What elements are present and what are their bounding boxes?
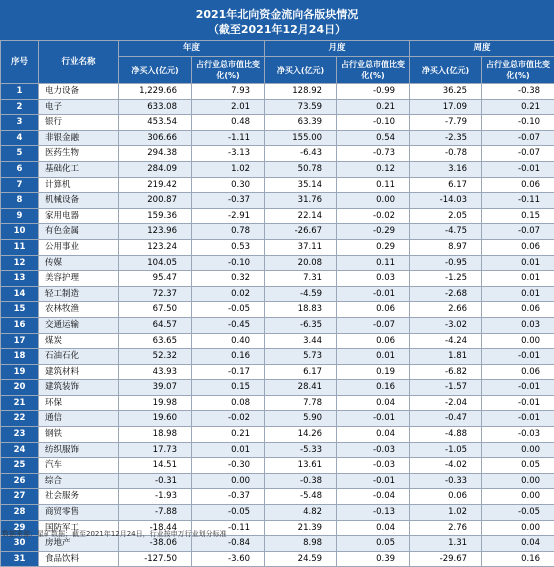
- month-net-buy: 8.98: [265, 536, 337, 552]
- row-index: 14: [1, 286, 39, 302]
- week-net-buy: 0.06: [410, 489, 482, 505]
- week-net-buy: -4.75: [410, 224, 482, 240]
- table-row: [1, 442, 554, 458]
- week-net-buy: 8.97: [410, 239, 482, 255]
- row-index: 13: [1, 271, 39, 287]
- row-index: 23: [1, 427, 39, 443]
- month-net-buy: 5.73: [265, 349, 337, 365]
- year-share-change: 0.15: [192, 380, 265, 396]
- week-share-change: 0.15: [482, 208, 554, 224]
- industry-name: 国防军工: [39, 520, 119, 536]
- week-net-buy: -0.78: [410, 146, 482, 162]
- week-share-change: -0.38: [482, 84, 554, 100]
- month-share-change: 0.11: [337, 177, 410, 193]
- industry-name: 有色金属: [39, 224, 119, 240]
- industry-name: 煤炭: [39, 333, 119, 349]
- table-row: [1, 130, 554, 146]
- week-share-change: -0.07: [482, 130, 554, 146]
- industry-name: 综合: [39, 473, 119, 489]
- month-net-buy: -5.33: [265, 442, 337, 458]
- week-net-buy: -4.02: [410, 458, 482, 474]
- header-group-week: 周度: [410, 41, 554, 57]
- week-share-change: 0.00: [482, 442, 554, 458]
- week-share-change: -0.05: [482, 505, 554, 521]
- year-net-buy: -127.50: [119, 551, 192, 567]
- week-net-buy: -29.67: [410, 551, 482, 567]
- row-index: 27: [1, 489, 39, 505]
- year-net-buy: 294.38: [119, 146, 192, 162]
- year-net-buy: 633.08: [119, 99, 192, 115]
- industry-name: 银行: [39, 115, 119, 131]
- month-share-change: -0.07: [337, 317, 410, 333]
- year-share-change: 0.00: [192, 473, 265, 489]
- month-net-buy: 128.92: [265, 84, 337, 100]
- table-row: [1, 193, 554, 209]
- industry-name: 基础化工: [39, 161, 119, 177]
- header-week-change: 占行业总市值比变化(%): [482, 57, 554, 84]
- month-share-change: 0.03: [337, 271, 410, 287]
- month-net-buy: -6.43: [265, 146, 337, 162]
- year-share-change: -2.91: [192, 208, 265, 224]
- row-index: 20: [1, 380, 39, 396]
- year-net-buy: -7.88: [119, 505, 192, 521]
- week-share-change: 0.00: [482, 520, 554, 536]
- row-index: 18: [1, 349, 39, 365]
- month-net-buy: -0.38: [265, 473, 337, 489]
- table-row: [1, 489, 554, 505]
- week-share-change: 0.16: [482, 551, 554, 567]
- table-row: [1, 115, 554, 131]
- week-net-buy: -2.35: [410, 130, 482, 146]
- table-row: [1, 146, 554, 162]
- year-net-buy: 17.73: [119, 442, 192, 458]
- table-row: [1, 349, 554, 365]
- month-share-change: 0.04: [337, 427, 410, 443]
- week-share-change: -0.11: [482, 193, 554, 209]
- month-net-buy: 21.39: [265, 520, 337, 536]
- month-net-buy: 7.31: [265, 271, 337, 287]
- week-share-change: 0.21: [482, 99, 554, 115]
- source-footnote: 数据来源：星矿数据；截至2021年12月24日，行业按申万行业划分标准: [2, 529, 227, 539]
- table-row: [1, 255, 554, 271]
- table-row: [1, 364, 554, 380]
- industry-name: 纺织服饰: [39, 442, 119, 458]
- month-share-change: 0.19: [337, 364, 410, 380]
- month-net-buy: 28.41: [265, 380, 337, 396]
- week-net-buy: -7.79: [410, 115, 482, 131]
- table-row: [1, 271, 554, 287]
- month-share-change: 0.16: [337, 380, 410, 396]
- month-net-buy: 3.44: [265, 333, 337, 349]
- month-share-change: 0.05: [337, 536, 410, 552]
- row-index: 2: [1, 99, 39, 115]
- month-share-change: 0.06: [337, 302, 410, 318]
- table-row: [1, 208, 554, 224]
- year-share-change: 0.30: [192, 177, 265, 193]
- table-row: [1, 239, 554, 255]
- industry-name: 非银金融: [39, 130, 119, 146]
- year-share-change: 1.02: [192, 161, 265, 177]
- year-share-change: -0.10: [192, 255, 265, 271]
- industry-name: 建筑装饰: [39, 380, 119, 396]
- week-net-buy: -3.02: [410, 317, 482, 333]
- week-net-buy: -2.04: [410, 395, 482, 411]
- year-share-change: 0.53: [192, 239, 265, 255]
- week-share-change: 0.06: [482, 302, 554, 318]
- industry-name: 钢铁: [39, 427, 119, 443]
- month-share-change: 0.04: [337, 395, 410, 411]
- month-share-change: -0.01: [337, 286, 410, 302]
- week-share-change: 0.06: [482, 239, 554, 255]
- week-net-buy: 1.02: [410, 505, 482, 521]
- row-index: 11: [1, 239, 39, 255]
- row-index: 7: [1, 177, 39, 193]
- table-row: [1, 380, 554, 396]
- week-share-change: 0.00: [482, 333, 554, 349]
- table-row: [1, 505, 554, 521]
- month-share-change: -0.01: [337, 411, 410, 427]
- industry-name: 轻工制造: [39, 286, 119, 302]
- year-net-buy: 200.87: [119, 193, 192, 209]
- table-row: [1, 84, 554, 100]
- row-index: 21: [1, 395, 39, 411]
- row-index: 28: [1, 505, 39, 521]
- year-share-change: -3.60: [192, 551, 265, 567]
- row-index: 29: [1, 520, 39, 536]
- table-row: [1, 427, 554, 443]
- year-share-change: -0.84: [192, 536, 265, 552]
- week-net-buy: -4.88: [410, 427, 482, 443]
- industry-name: 环保: [39, 395, 119, 411]
- industry-name: 传媒: [39, 255, 119, 271]
- year-net-buy: 18.98: [119, 427, 192, 443]
- table-row: [1, 161, 554, 177]
- month-share-change: -0.04: [337, 489, 410, 505]
- month-net-buy: 155.00: [265, 130, 337, 146]
- table-row: [1, 333, 554, 349]
- table-row: [1, 286, 554, 302]
- year-share-change: -0.37: [192, 489, 265, 505]
- industry-name: 机械设备: [39, 193, 119, 209]
- week-share-change: 0.03: [482, 317, 554, 333]
- year-net-buy: 19.60: [119, 411, 192, 427]
- week-net-buy: 1.31: [410, 536, 482, 552]
- year-net-buy: 95.47: [119, 271, 192, 287]
- year-net-buy: 306.66: [119, 130, 192, 146]
- page-subtitle: （截至2021年12月24日）: [0, 21, 554, 37]
- year-net-buy: 104.05: [119, 255, 192, 271]
- year-net-buy: 52.32: [119, 349, 192, 365]
- industry-name: 汽车: [39, 458, 119, 474]
- year-share-change: -0.17: [192, 364, 265, 380]
- table-row: [1, 551, 554, 567]
- year-share-change: 0.32: [192, 271, 265, 287]
- table-body: [1, 84, 554, 567]
- row-index: 31: [1, 551, 39, 567]
- month-share-change: -0.99: [337, 84, 410, 100]
- month-net-buy: 14.26: [265, 427, 337, 443]
- year-net-buy: 72.37: [119, 286, 192, 302]
- month-net-buy: -5.48: [265, 489, 337, 505]
- month-net-buy: -6.35: [265, 317, 337, 333]
- row-index: 17: [1, 333, 39, 349]
- week-net-buy: 6.17: [410, 177, 482, 193]
- year-share-change: 0.48: [192, 115, 265, 131]
- year-net-buy: 63.65: [119, 333, 192, 349]
- month-share-change: 0.06: [337, 333, 410, 349]
- month-net-buy: 37.11: [265, 239, 337, 255]
- week-net-buy: 2.66: [410, 302, 482, 318]
- month-share-change: 0.54: [337, 130, 410, 146]
- month-net-buy: 13.61: [265, 458, 337, 474]
- week-share-change: 0.06: [482, 177, 554, 193]
- week-share-change: -0.01: [482, 395, 554, 411]
- week-share-change: 0.00: [482, 473, 554, 489]
- industry-name: 建筑材料: [39, 364, 119, 380]
- industry-name: 房地产: [39, 536, 119, 552]
- year-share-change: 7.93: [192, 84, 265, 100]
- month-net-buy: 73.59: [265, 99, 337, 115]
- year-net-buy: 1,229.66: [119, 84, 192, 100]
- header-week-net: 净买入(亿元): [410, 57, 482, 84]
- year-share-change: 0.21: [192, 427, 265, 443]
- month-share-change: 0.12: [337, 161, 410, 177]
- table-row: [1, 473, 554, 489]
- row-index: 5: [1, 146, 39, 162]
- month-net-buy: 35.14: [265, 177, 337, 193]
- week-share-change: -0.01: [482, 380, 554, 396]
- row-index: 25: [1, 458, 39, 474]
- week-net-buy: -2.68: [410, 286, 482, 302]
- month-net-buy: -26.67: [265, 224, 337, 240]
- week-net-buy: -0.47: [410, 411, 482, 427]
- year-net-buy: -18.44: [119, 520, 192, 536]
- industry-name: 商贸零售: [39, 505, 119, 521]
- week-share-change: -0.01: [482, 411, 554, 427]
- year-net-buy: 39.07: [119, 380, 192, 396]
- page-title: 2021年北向资金流向各版块情况: [0, 6, 554, 22]
- week-net-buy: -1.05: [410, 442, 482, 458]
- row-index: 19: [1, 364, 39, 380]
- year-share-change: -0.37: [192, 193, 265, 209]
- year-net-buy: -0.31: [119, 473, 192, 489]
- year-net-buy: 123.24: [119, 239, 192, 255]
- month-share-change: 0.21: [337, 99, 410, 115]
- year-net-buy: 64.57: [119, 317, 192, 333]
- month-net-buy: 31.76: [265, 193, 337, 209]
- week-net-buy: -0.95: [410, 255, 482, 271]
- year-share-change: -0.45: [192, 317, 265, 333]
- title-bar: [0, 0, 554, 40]
- month-share-change: -0.73: [337, 146, 410, 162]
- week-share-change: 0.01: [482, 286, 554, 302]
- month-net-buy: 50.78: [265, 161, 337, 177]
- week-share-change: -0.01: [482, 161, 554, 177]
- month-net-buy: 6.17: [265, 364, 337, 380]
- month-net-buy: 20.08: [265, 255, 337, 271]
- industry-name: 交通运输: [39, 317, 119, 333]
- month-share-change: 0.39: [337, 551, 410, 567]
- year-net-buy: 19.98: [119, 395, 192, 411]
- row-index: 22: [1, 411, 39, 427]
- month-share-change: -0.02: [337, 208, 410, 224]
- table-row: [1, 224, 554, 240]
- row-index: 15: [1, 302, 39, 318]
- week-net-buy: 1.81: [410, 349, 482, 365]
- month-net-buy: 24.59: [265, 551, 337, 567]
- row-index: 26: [1, 473, 39, 489]
- table-row: [1, 395, 554, 411]
- row-index: 10: [1, 224, 39, 240]
- sector-flow-table: [0, 40, 554, 567]
- year-share-change: 0.78: [192, 224, 265, 240]
- industry-name: 计算机: [39, 177, 119, 193]
- table-row: [1, 458, 554, 474]
- year-net-buy: 123.96: [119, 224, 192, 240]
- row-index: 8: [1, 193, 39, 209]
- industry-name: 美容护理: [39, 271, 119, 287]
- table-row: [1, 411, 554, 427]
- industry-name: 公用事业: [39, 239, 119, 255]
- month-net-buy: 4.82: [265, 505, 337, 521]
- week-net-buy: 2.05: [410, 208, 482, 224]
- table-row: [1, 302, 554, 318]
- week-share-change: 0.06: [482, 364, 554, 380]
- year-net-buy: 67.50: [119, 302, 192, 318]
- year-net-buy: -1.93: [119, 489, 192, 505]
- year-share-change: -1.11: [192, 130, 265, 146]
- week-share-change: -0.01: [482, 349, 554, 365]
- week-net-buy: -6.82: [410, 364, 482, 380]
- row-index: 9: [1, 208, 39, 224]
- week-share-change: -0.07: [482, 224, 554, 240]
- month-share-change: 0.01: [337, 349, 410, 365]
- header-month-net: 净买入(亿元): [265, 57, 337, 84]
- row-index: 3: [1, 115, 39, 131]
- table-row: [1, 177, 554, 193]
- header-month-change: 占行业总市值比变化(%): [337, 57, 410, 84]
- header-year-net: 净买入(亿元): [119, 57, 192, 84]
- year-share-change: 0.01: [192, 442, 265, 458]
- month-share-change: 0.29: [337, 239, 410, 255]
- industry-name: 石油石化: [39, 349, 119, 365]
- year-share-change: -0.11: [192, 520, 265, 536]
- week-net-buy: -1.57: [410, 380, 482, 396]
- row-index: 12: [1, 255, 39, 271]
- month-net-buy: 63.39: [265, 115, 337, 131]
- week-share-change: -0.03: [482, 427, 554, 443]
- year-net-buy: 219.42: [119, 177, 192, 193]
- month-share-change: -0.10: [337, 115, 410, 131]
- year-share-change: 0.16: [192, 349, 265, 365]
- month-share-change: 0.04: [337, 520, 410, 536]
- row-index: 16: [1, 317, 39, 333]
- year-net-buy: 453.54: [119, 115, 192, 131]
- week-net-buy: -1.25: [410, 271, 482, 287]
- month-share-change: -0.29: [337, 224, 410, 240]
- month-net-buy: 5.90: [265, 411, 337, 427]
- month-share-change: -0.13: [337, 505, 410, 521]
- month-net-buy: 7.78: [265, 395, 337, 411]
- week-share-change: -0.07: [482, 146, 554, 162]
- week-share-change: 0.04: [482, 536, 554, 552]
- industry-name: 电力设备: [39, 84, 119, 100]
- week-net-buy: 2.76: [410, 520, 482, 536]
- year-share-change: -0.05: [192, 505, 265, 521]
- year-share-change: 0.08: [192, 395, 265, 411]
- month-share-change: 0.11: [337, 255, 410, 271]
- header-group-year: 年度: [119, 41, 265, 57]
- row-index: 1: [1, 84, 39, 100]
- week-share-change: 0.01: [482, 271, 554, 287]
- year-share-change: -0.30: [192, 458, 265, 474]
- row-index: 4: [1, 130, 39, 146]
- month-share-change: -0.01: [337, 473, 410, 489]
- year-share-change: -3.13: [192, 146, 265, 162]
- year-net-buy: 284.09: [119, 161, 192, 177]
- month-net-buy: 22.14: [265, 208, 337, 224]
- week-net-buy: -4.24: [410, 333, 482, 349]
- year-share-change: 0.40: [192, 333, 265, 349]
- header-industry: 行业名称: [39, 41, 119, 84]
- year-share-change: 2.01: [192, 99, 265, 115]
- month-net-buy: -4.59: [265, 286, 337, 302]
- year-net-buy: 14.51: [119, 458, 192, 474]
- week-share-change: 0.05: [482, 458, 554, 474]
- industry-name: 家用电器: [39, 208, 119, 224]
- header-group-month: 月度: [265, 41, 410, 57]
- year-share-change: 0.02: [192, 286, 265, 302]
- industry-name: 通信: [39, 411, 119, 427]
- table-row: [1, 317, 554, 333]
- month-share-change: 0.00: [337, 193, 410, 209]
- year-net-buy: 43.93: [119, 364, 192, 380]
- week-net-buy: 3.16: [410, 161, 482, 177]
- industry-name: 电子: [39, 99, 119, 115]
- week-share-change: 0.01: [482, 255, 554, 271]
- year-net-buy: 159.36: [119, 208, 192, 224]
- year-share-change: -0.05: [192, 302, 265, 318]
- row-index: 24: [1, 442, 39, 458]
- table-row: [1, 99, 554, 115]
- industry-name: 食品饮料: [39, 551, 119, 567]
- month-net-buy: 18.83: [265, 302, 337, 318]
- row-index: 6: [1, 161, 39, 177]
- industry-name: 农林牧渔: [39, 302, 119, 318]
- month-share-change: -0.03: [337, 458, 410, 474]
- week-net-buy: 36.25: [410, 84, 482, 100]
- week-share-change: -0.10: [482, 115, 554, 131]
- year-share-change: -0.02: [192, 411, 265, 427]
- week-net-buy: 17.09: [410, 99, 482, 115]
- week-net-buy: -14.03: [410, 193, 482, 209]
- year-net-buy: -38.06: [119, 536, 192, 552]
- month-share-change: -0.03: [337, 442, 410, 458]
- week-net-buy: -0.33: [410, 473, 482, 489]
- industry-name: 社会服务: [39, 489, 119, 505]
- row-index: 30: [1, 536, 39, 552]
- header-year-change: 占行业总市值比变化(%): [192, 57, 265, 84]
- week-share-change: 0.00: [482, 489, 554, 505]
- industry-name: 医药生物: [39, 146, 119, 162]
- header-index: 序号: [1, 41, 39, 84]
